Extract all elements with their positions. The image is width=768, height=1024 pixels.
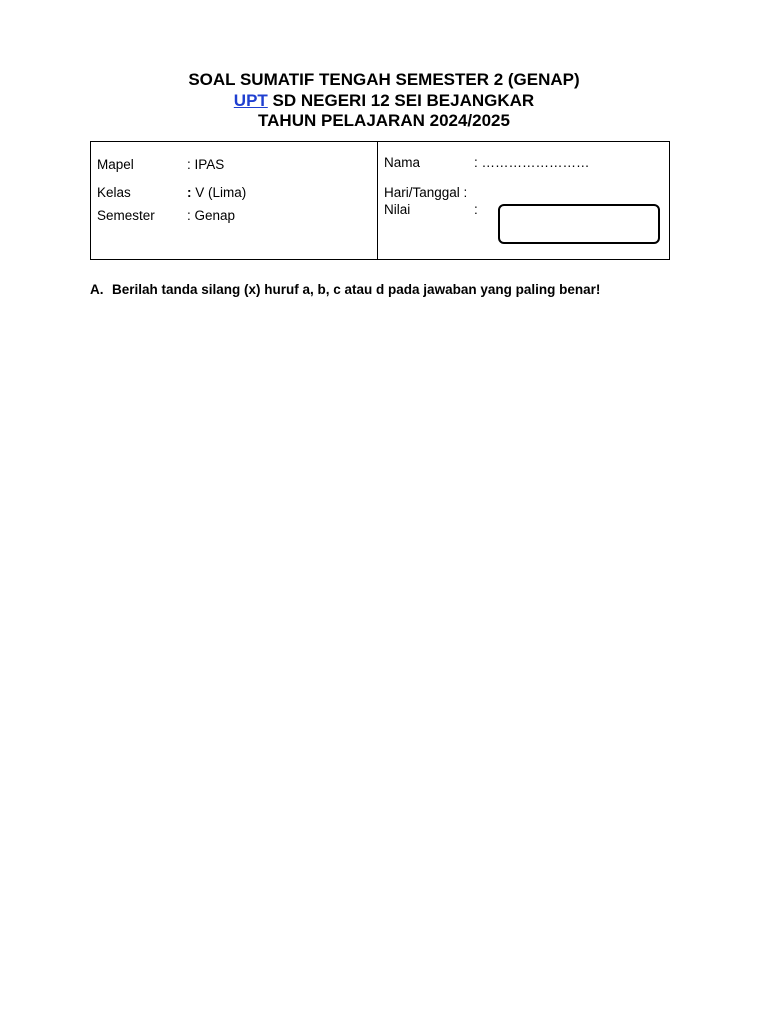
school-name: SD NEGERI 12 SEI BEJANGKAR (267, 90, 535, 110)
document-header (0, 70, 768, 132)
student-info-table (90, 141, 670, 260)
mapel-label: Mapel (97, 157, 134, 172)
section-a-number: A. (90, 282, 104, 297)
hari-tanggal-field[interactable] (384, 185, 584, 201)
nama-value[interactable]: : …………………… (474, 155, 590, 170)
score-box[interactable] (498, 204, 660, 244)
kelas-value: V (Lima) (191, 185, 247, 200)
kelas-colon: : (187, 185, 192, 200)
semester-value: : Genap (187, 208, 236, 223)
mapel-value: : IPAS (187, 157, 225, 172)
upt-link[interactable]: UPT (233, 90, 268, 110)
nilai-colon: : (474, 202, 478, 217)
kelas-value-wrap (187, 185, 246, 201)
kelas-label: Kelas (97, 185, 131, 200)
hari-tanggal-label: Hari/Tanggal : (384, 185, 468, 200)
table-column-divider (377, 142, 378, 259)
section-a-text: Berilah tanda silang (x) huruf a, b, c atau d pada jawaban yang paling benar! (112, 282, 601, 297)
academic-year: TAHUN PELAJARAN 2024/2025 (258, 111, 510, 130)
semester-field (97, 208, 297, 224)
school-name-line (0, 91, 768, 112)
exam-title: SOAL SUMATIF TENGAH SEMESTER 2 (GENAP) (188, 70, 580, 89)
nama-label: Nama (384, 155, 421, 170)
nilai-field (384, 202, 484, 218)
nama-field[interactable] (384, 155, 654, 171)
semester-label: Semester (97, 208, 155, 223)
section-a-instruction (90, 282, 600, 298)
mapel-field (97, 157, 297, 173)
kelas-field (97, 185, 297, 201)
nilai-label: Nilai (384, 202, 411, 217)
